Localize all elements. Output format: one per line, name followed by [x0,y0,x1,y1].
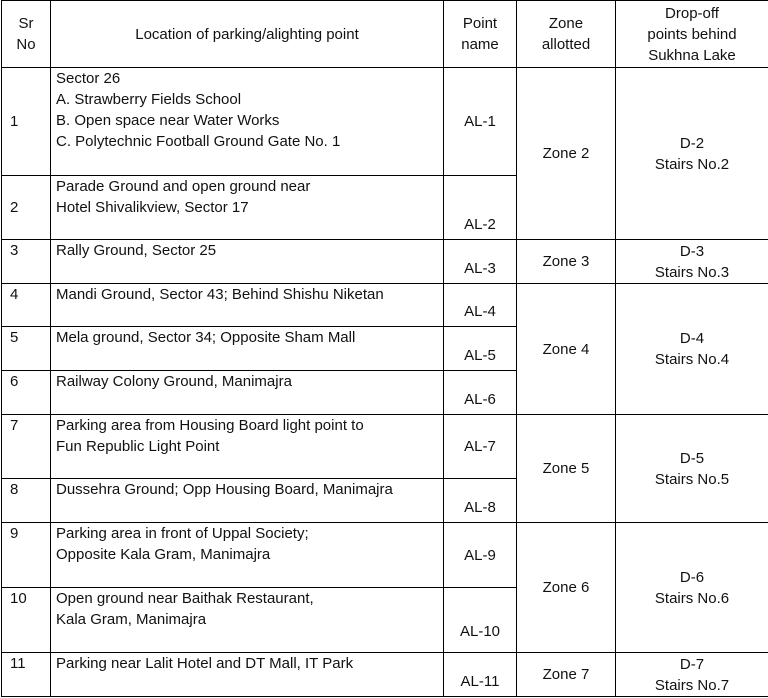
header-point-line: Point [462,15,498,32]
drop-off-cell [616,68,768,240]
drop-off-stairs: Stairs No.5 [654,470,730,488]
drop-off-stairs: Stairs No.7 [654,676,730,694]
header-sukhna-lake-line: Sukhna Lake [648,46,736,64]
drop-off-point: D-5 [679,449,705,467]
point-name-cell: AL-1 [444,68,517,176]
parking-points-table [1,0,768,697]
header-zone-allotted [517,1,616,68]
drop-off-stairs: Stairs No.6 [654,589,730,607]
zone-cell: Zone 7 [517,653,616,697]
sr-cell: 7 [2,415,51,479]
location-cell [51,327,444,371]
header-location: Location of parking/alighting point [51,1,444,68]
drop-off-point: D-2 [679,134,705,152]
point-name-cell: AL-8 [444,479,517,523]
drop-off-cell [616,523,768,653]
table-row [2,523,768,588]
header-name-line: name [461,36,499,53]
location-line: Opposite Kala Gram, Manimajra [56,546,271,563]
zone-cell: Zone 4 [517,284,616,415]
drop-off-point: D-7 [679,655,705,673]
location-cell [51,371,444,415]
point-name-cell: AL-7 [444,415,517,479]
zone-cell: Zone 6 [517,523,616,653]
location-cell [51,479,444,523]
drop-off-point: D-3 [679,242,705,260]
sr-cell: 6 [2,371,51,415]
sr-cell: 10 [2,588,51,653]
location-cell [51,176,444,240]
zone-cell: Zone 5 [517,415,616,523]
point-name-cell: AL-3 [444,240,517,284]
header-drop-off-line: Drop-off [665,4,719,22]
table-row [2,653,768,697]
sr-cell: 5 [2,327,51,371]
header-point-name [444,1,517,68]
table-row [2,240,768,284]
header-row [2,1,768,68]
drop-off-point: D-4 [679,330,705,347]
location-line: Kala Gram, Manimajra [56,611,207,628]
sr-cell: 4 [2,284,51,327]
header-no-line: No [16,36,36,53]
sr-cell: 3 [2,240,51,284]
location-cell [51,653,444,697]
zone-cell: Zone 3 [517,240,616,284]
header-points-behind-line: points behind [647,25,737,43]
location-line: Parade Ground and open ground near [56,178,311,195]
drop-off-point: D-6 [679,568,705,586]
sr-cell: 1 [2,68,51,176]
point-name-cell: AL-2 [444,176,517,240]
drop-off-cell [616,653,768,697]
point-name-cell: AL-5 [444,327,517,371]
drop-off-cell [616,415,768,523]
location-cell [51,523,444,588]
location-line: Dussehra Ground; Opp Housing Board, Manimajra [56,481,393,498]
zone-cell: Zone 2 [517,68,616,240]
location-line: Mandi Ground, Sector 43; Behind Shishu Niketan [56,286,384,303]
location-line: Open ground near Baithak Restaurant, [56,590,314,607]
drop-off-stairs: Stairs No.2 [654,155,730,173]
location-line: Mela ground, Sector 34; Opposite Sham Mall [56,329,356,346]
location-line: Parking area from Housing Board light point to [56,417,364,434]
location-cell [51,415,444,479]
header-sr-no [2,1,51,68]
sr-cell: 11 [2,653,51,697]
point-name-cell: AL-10 [444,588,517,653]
location-line: Parking area in front of Uppal Society; [56,525,309,542]
point-name-cell: AL-11 [444,653,517,697]
header-drop-off [616,1,768,68]
drop-off-stairs: Stairs No.3 [654,263,730,281]
table-row [2,415,768,479]
sr-cell: 8 [2,479,51,523]
location-cell [51,68,444,176]
location-line: Parking near Lalit Hotel and DT Mall, IT Park [56,655,354,672]
location-line: A. Strawberry Fields School [56,91,242,108]
location-line: Hotel Shivalikview, Sector 17 [56,199,249,216]
location-cell [51,240,444,284]
location-line: Railway Colony Ground, Manimajra [56,373,292,390]
point-name-cell: AL-6 [444,371,517,415]
location-line: Rally Ground, Sector 25 [56,242,217,259]
drop-off-cell [616,240,768,284]
drop-off-cell [616,284,768,415]
table-row [2,284,768,327]
location-line: C. Polytechnic Football Ground Gate No. 1 [56,133,341,150]
table-row [2,68,768,176]
location-line: Sector 26 [56,70,121,87]
location-cell [51,588,444,653]
location-line: B. Open space near Water Works [56,112,280,129]
point-name-cell: AL-9 [444,523,517,588]
point-name-cell: AL-4 [444,284,517,327]
header-sr-line: Sr [18,15,34,32]
location-cell [51,284,444,327]
sr-cell: 9 [2,523,51,588]
header-zone-line: Zone [548,15,584,32]
location-line: Fun Republic Light Point [56,438,220,455]
header-allotted-line: allotted [541,36,591,53]
drop-off-stairs: Stairs No.4 [654,351,730,368]
sr-cell: 2 [2,176,51,240]
